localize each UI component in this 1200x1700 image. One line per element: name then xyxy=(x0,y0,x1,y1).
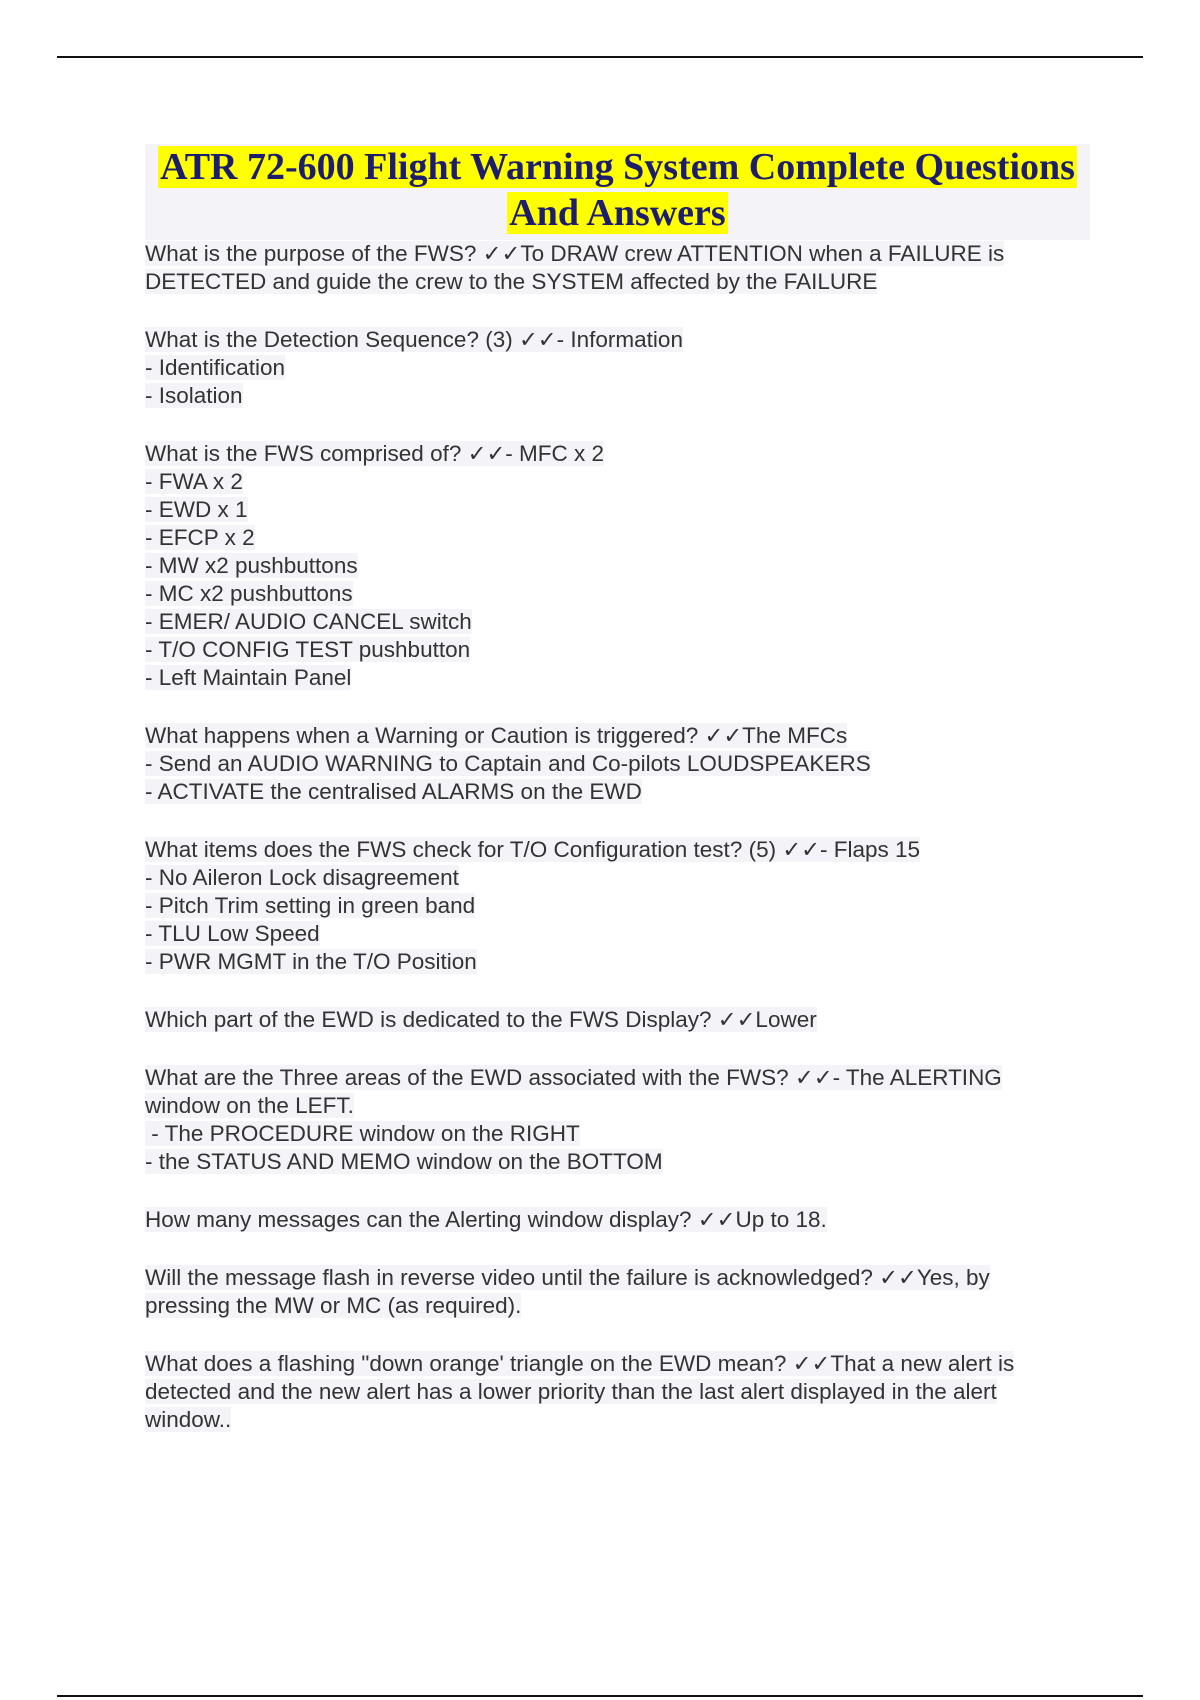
qa-text: - MC x2 pushbuttons xyxy=(145,581,353,606)
answer-line xyxy=(145,778,1090,806)
qa-item xyxy=(145,1206,1090,1234)
qa-item xyxy=(145,836,1090,976)
qa-text: - EFCP x 2 xyxy=(145,525,255,550)
qa-item xyxy=(145,1064,1090,1176)
qa-text: - PWR MGMT in the T/O Position xyxy=(145,949,477,974)
qa-item xyxy=(145,1350,1090,1434)
bottom-rule xyxy=(57,1695,1143,1697)
qa-text: - EWD x 1 xyxy=(145,497,248,522)
qa-text: - Identification xyxy=(145,355,286,380)
qa-text: What is the purpose of the FWS? ✓✓To DRAW crew ATTENTION when a FAILURE is xyxy=(145,241,1005,266)
answer-line xyxy=(145,1292,1090,1320)
answer-line xyxy=(145,580,1090,608)
question-line xyxy=(145,1264,1090,1292)
qa-text: What are the Three areas of the EWD associated with the FWS? ✓✓- The ALERTING xyxy=(145,1065,1002,1090)
qa-text: - T/O CONFIG TEST pushbutton xyxy=(145,637,471,662)
qa-text: window on the LEFT. xyxy=(145,1093,354,1118)
qa-text: - TLU Low Speed xyxy=(145,921,320,946)
answer-line xyxy=(145,1378,1090,1406)
qa-text: - MW x2 pushbuttons xyxy=(145,553,358,578)
question-line xyxy=(145,240,1090,268)
qa-text: - Isolation xyxy=(145,383,243,408)
answer-line xyxy=(145,1148,1090,1176)
answer-line xyxy=(145,1406,1090,1434)
qa-list xyxy=(145,240,1090,1464)
qa-text: - The PROCEDURE window on the RIGHT xyxy=(145,1121,580,1146)
qa-text: How many messages can the Alerting window display? ✓✓Up to 18. xyxy=(145,1207,827,1232)
answer-line xyxy=(145,920,1090,948)
qa-item xyxy=(145,240,1090,296)
qa-text: - ACTIVATE the centralised ALARMS on the EWD xyxy=(145,779,642,804)
qa-text: Which part of the EWD is dedicated to the FWS Display? ✓✓Lower xyxy=(145,1007,817,1032)
answer-line xyxy=(145,750,1090,778)
qa-text: Will the message flash in reverse video until the failure is acknowledged? ✓✓Yes, by xyxy=(145,1265,990,1290)
qa-text: detected and the new alert has a lower priority than the last alert displayed in the alert xyxy=(145,1379,997,1404)
answer-line xyxy=(145,892,1090,920)
question-line xyxy=(145,1350,1090,1378)
qa-text: - Send an AUDIO WARNING to Captain and Co-pilots LOUDSPEAKERS xyxy=(145,751,871,776)
qa-text: - FWA x 2 xyxy=(145,469,243,494)
question-line xyxy=(145,836,1090,864)
answer-line xyxy=(145,552,1090,580)
qa-text: - Pitch Trim setting in green band xyxy=(145,893,476,918)
question-line xyxy=(145,326,1090,354)
qa-item xyxy=(145,440,1090,692)
answer-line xyxy=(145,354,1090,382)
answer-line xyxy=(145,948,1090,976)
top-rule xyxy=(57,56,1143,58)
answer-line xyxy=(145,608,1090,636)
qa-text: What items does the FWS check for T/O Configuration test? (5) ✓✓- Flaps 15 xyxy=(145,837,921,862)
qa-item xyxy=(145,1006,1090,1034)
answer-line xyxy=(145,664,1090,692)
answer-line xyxy=(145,1092,1090,1120)
question-line xyxy=(145,1064,1090,1092)
qa-text: window.. xyxy=(145,1407,232,1432)
qa-text: DETECTED and guide the crew to the SYSTEM affected by the FAILURE xyxy=(145,269,878,294)
qa-item xyxy=(145,722,1090,806)
qa-text: What is the Detection Sequence? (3) ✓✓- Information xyxy=(145,327,683,352)
qa-text: - No Aileron Lock disagreement xyxy=(145,865,459,890)
answer-line xyxy=(145,1120,1090,1148)
page-title xyxy=(145,144,1090,236)
title-line-1: ATR 72-600 Flight Warning System Complete Questions xyxy=(160,146,1075,188)
answer-line xyxy=(145,382,1090,410)
qa-item xyxy=(145,1264,1090,1320)
qa-text: What happens when a Warning or Caution is triggered? ✓✓The MFCs xyxy=(145,723,848,748)
qa-text: pressing the MW or MC (as required). xyxy=(145,1293,522,1318)
answer-line xyxy=(145,496,1090,524)
answer-line xyxy=(145,864,1090,892)
question-line xyxy=(145,1206,1090,1234)
answer-line xyxy=(145,468,1090,496)
qa-item xyxy=(145,326,1090,410)
answer-line xyxy=(145,524,1090,552)
title-line-2: And Answers xyxy=(509,192,726,234)
qa-text: What does a flashing "down orange' triangle on the EWD mean? ✓✓That a new alert is xyxy=(145,1351,1015,1376)
qa-text: - Left Maintain Panel xyxy=(145,665,352,690)
answer-line xyxy=(145,636,1090,664)
question-line xyxy=(145,440,1090,468)
answer-line xyxy=(145,268,1090,296)
qa-text: - the STATUS AND MEMO window on the BOTTOM xyxy=(145,1149,663,1174)
qa-text: - EMER/ AUDIO CANCEL switch xyxy=(145,609,472,634)
question-line xyxy=(145,722,1090,750)
question-line xyxy=(145,1006,1090,1034)
qa-text: What is the FWS comprised of? ✓✓- MFC x 2 xyxy=(145,441,605,466)
